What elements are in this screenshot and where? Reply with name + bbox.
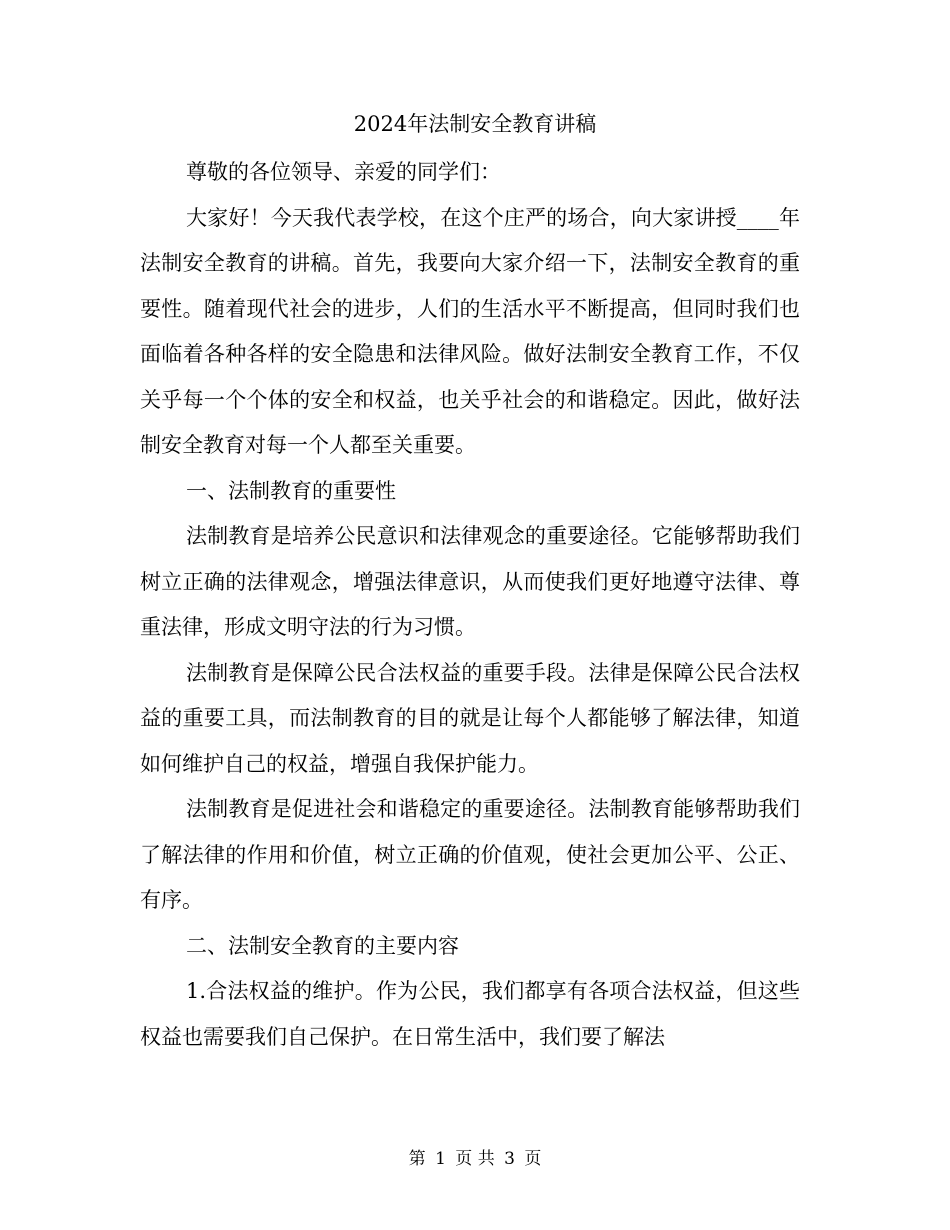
salutation-paragraph: 尊敬的各位领导、亲爱的同学们： bbox=[186, 160, 501, 184]
page-footer bbox=[0, 1144, 950, 1174]
intro-paragraph: 大家好！今天我代表学校，在这个庄严的场合，向大家讲授____年法制安全教育的讲稿。首先，我要向大家介绍一下，法制安全教育的重要性。随着现代社会的进步，人们的生活水平不断提高，但同时我们也面临着各种各样的安全隐患和法律风险。做好法制安全教育工作，不仅关乎每一个个体的安全和权益，也关乎社会的和谐稳定。因此，做好法制安全教育对每一个人都至关重要。 bbox=[140, 205, 800, 457]
document-title: 2024年法制安全教育讲稿 bbox=[353, 112, 597, 136]
section-heading-1: 一、法制教育的重要性 bbox=[186, 478, 396, 503]
body-paragraph: 法制教育是保障公民合法权益的重要手段。法律是保障公民合法权益的重要工具，而法制教育的目的就是让每个人都能够了解法律，知道如何维护自己的权益，增强自我保护能力。 bbox=[140, 660, 800, 776]
body-paragraph: 法制教育是培养公民意识和法律观念的重要途径。它能够帮助我们树立正确的法律观念，增强法律意识，从而使我们更好地遵守法律、尊重法律，形成文明守法的行为习惯。 bbox=[140, 524, 800, 639]
page-label-prefix: 第 bbox=[408, 1149, 426, 1169]
total-pages-number: 3 bbox=[504, 1149, 515, 1169]
page-label-suffix: 页 bbox=[524, 1149, 542, 1169]
section-heading-2: 二、法制安全教育的主要内容 bbox=[186, 933, 459, 958]
current-page-number: 1 bbox=[435, 1149, 446, 1169]
page-label-mid: 页 共 bbox=[455, 1149, 495, 1169]
document-body bbox=[140, 150, 800, 1060]
body-paragraph: 1.合法权益的维护。作为公民，我们都享有各项合法权益，但这些权益也需要我们自己保护。在日常生活中，我们要了解法 bbox=[140, 979, 800, 1049]
body-paragraph: 法制教育是促进社会和谐稳定的重要途径。法制教育能够帮助我们了解法律的作用和价值，树立正确的价值观，使社会更加公平、公正、有序。 bbox=[140, 797, 800, 912]
